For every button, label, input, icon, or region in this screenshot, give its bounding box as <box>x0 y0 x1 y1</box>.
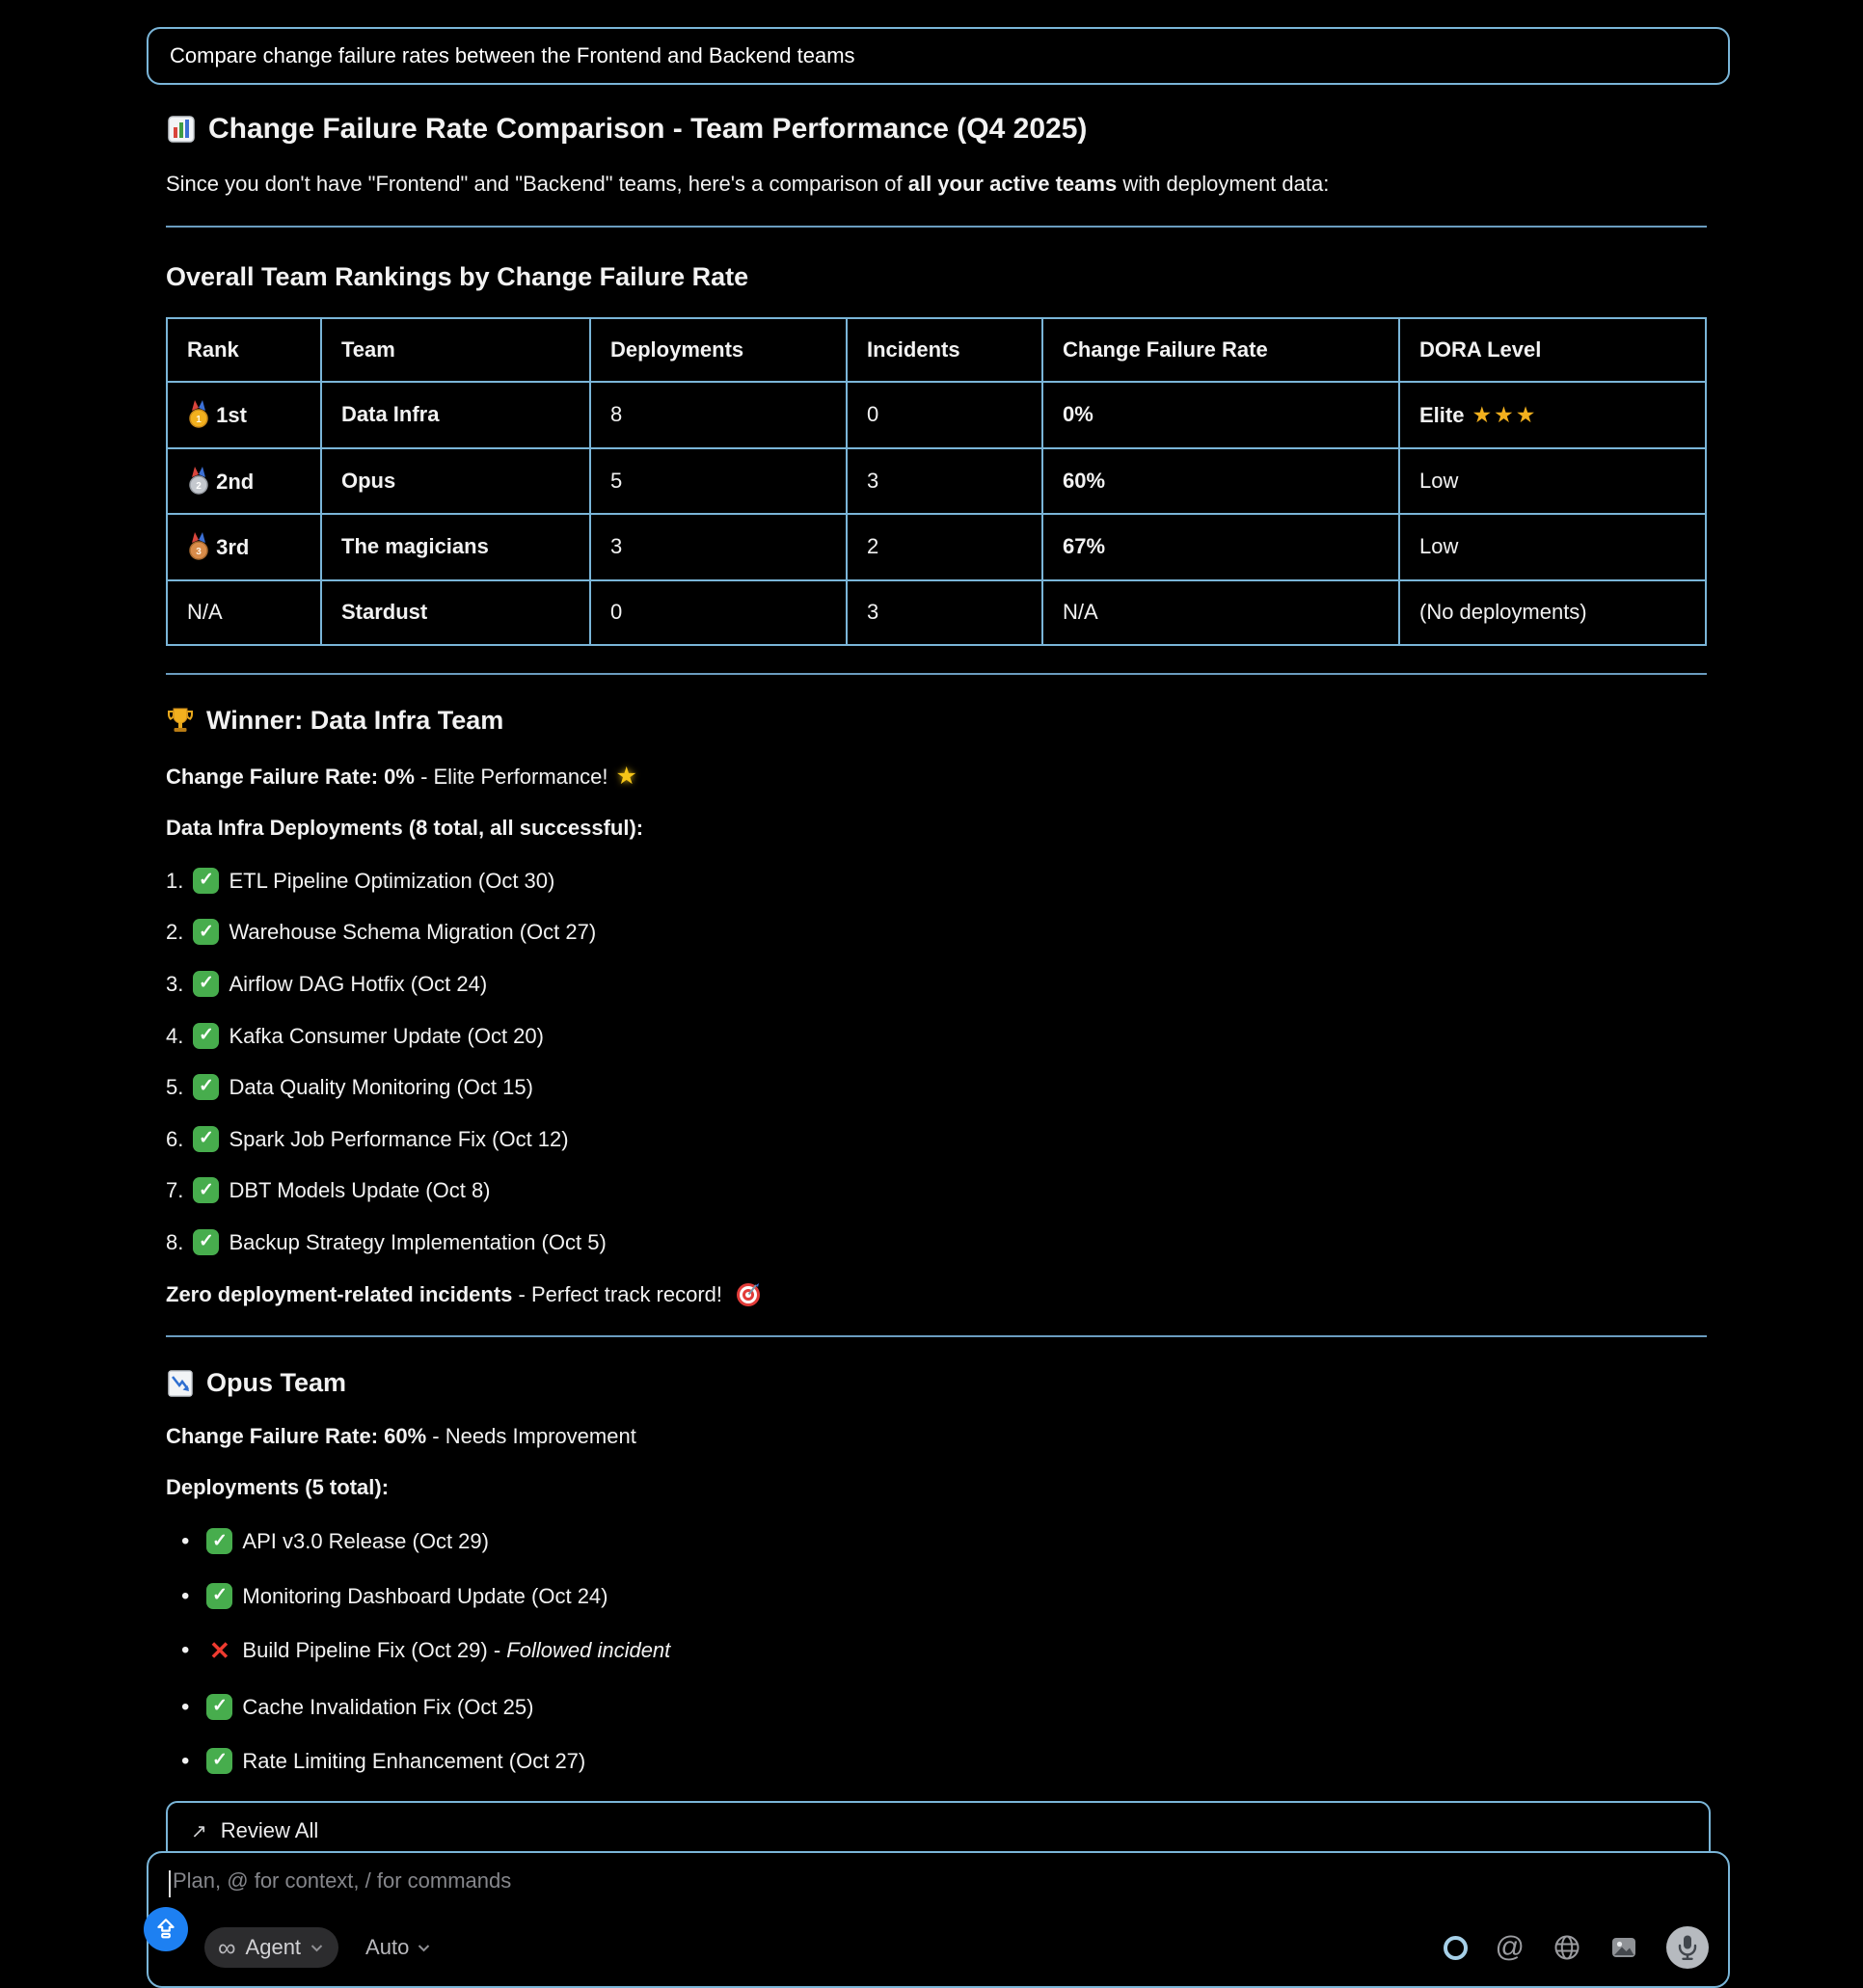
check-mark-icon <box>206 1528 232 1554</box>
incidents-cell: 2 <box>847 514 1042 580</box>
target-icon <box>736 1282 761 1307</box>
dora-cell: Elite ★★★ <box>1399 382 1706 448</box>
incidents-cell: 3 <box>847 448 1042 515</box>
assistant-response <box>166 110 1707 1776</box>
dora-cell: (No deployments) <box>1399 580 1706 645</box>
composer-input[interactable] <box>168 1868 1247 1909</box>
check-mark-icon <box>193 919 219 945</box>
svg-text:3: 3 <box>196 547 202 558</box>
svg-text:1: 1 <box>196 415 202 426</box>
winner-deployment-list <box>166 868 1707 1257</box>
rankings-heading: Overall Team Rankings by Change Failure Rate <box>166 261 749 291</box>
chevron-down-icon <box>310 1944 323 1952</box>
divider <box>166 1335 1707 1337</box>
check-mark-icon <box>193 1126 219 1152</box>
check-mark-icon <box>193 1177 219 1203</box>
deployments-cell: 5 <box>590 448 847 515</box>
rank-label: N/A <box>187 600 223 625</box>
list-item: ✓• Cache Invalidation Fix (Oct 25) <box>166 1692 1707 1722</box>
image-icon[interactable] <box>1609 1933 1638 1962</box>
model-selector[interactable] <box>365 1935 430 1960</box>
infinity-icon <box>218 1935 236 1960</box>
opus-heading: Opus Team <box>166 1366 1707 1400</box>
column-header-rank: Rank <box>167 318 321 383</box>
list-item: ✓• Rate Limiting Enhancement (Oct 27) <box>166 1746 1707 1776</box>
list-item: ✓DBT Models Update (Oct 8) <box>166 1177 1707 1205</box>
winner-footer: Zero deployment-related incidents - Perfect track record! <box>166 1281 1707 1309</box>
table-row <box>167 382 1706 448</box>
deployments-cell: 8 <box>590 382 847 448</box>
list-item: ✓Kafka Consumer Update (Oct 20) <box>166 1023 1707 1051</box>
team-cell: The magicians <box>321 514 590 580</box>
text-caret <box>169 1870 171 1897</box>
list-item: ✓Warehouse Schema Migration (Oct 27) <box>166 919 1707 947</box>
user-query-text: Compare change failure rates between the Frontend and Backend teams <box>170 42 855 67</box>
list-item: ✓Backup Strategy Implementation (Oct 5) <box>166 1229 1707 1257</box>
composer-toolbar <box>168 1926 1709 1969</box>
incidents-cell: 3 <box>847 580 1042 645</box>
divider <box>166 673 1707 675</box>
column-header-team: Team <box>321 318 590 383</box>
user-query-message <box>147 27 1730 85</box>
mode-selector[interactable] <box>204 1927 338 1968</box>
star-icons: ★★★ <box>1472 401 1538 427</box>
rank-label: 3rd <box>216 535 250 560</box>
microphone-icon[interactable] <box>1666 1926 1709 1969</box>
team-cell: Data Infra <box>321 382 590 448</box>
opus-list-heading: Deployments (5 total): <box>166 1474 390 1499</box>
list-item: ✕• Build Pipeline Fix (Oct 29) - Followed incident <box>166 1635 1707 1668</box>
mode-label: Agent <box>245 1935 302 1960</box>
check-mark-icon <box>206 1748 232 1774</box>
opus-cfr-line: Change Failure Rate: 60% - Needs Improvement <box>166 1424 636 1449</box>
divider <box>166 226 1707 228</box>
svg-text:2: 2 <box>196 480 202 492</box>
trophy-icon <box>166 706 195 735</box>
winner-cfr-line: Change Failure Rate: 0% - Elite Performance! ★ <box>166 761 1707 793</box>
review-all-label: Review All <box>220 1818 319 1843</box>
list-item: ✓ETL Pipeline Optimization (Oct 30) <box>166 868 1707 896</box>
list-item: ✓Data Quality Monitoring (Oct 15) <box>166 1074 1707 1102</box>
winner-heading: Winner: Data Infra Team <box>166 704 1707 738</box>
table-row <box>167 580 1706 645</box>
team-cell: Stardust <box>321 580 590 645</box>
at-sign-icon[interactable] <box>1496 1933 1525 1962</box>
deployments-cell: 3 <box>590 514 847 580</box>
cfr-cell: 0% <box>1042 382 1399 448</box>
table-header-row <box>167 318 1706 383</box>
list-item: ✓• API v3.0 Release (Oct 29) <box>166 1526 1707 1556</box>
chat-panel <box>147 27 1730 1988</box>
check-mark-icon <box>193 1074 219 1100</box>
chart-decreasing-icon <box>166 1369 195 1398</box>
rank-label: 2nd <box>216 469 255 494</box>
bar-chart-icon <box>166 114 197 145</box>
rank-label: 1st <box>216 403 247 428</box>
column-header-dora: DORA Level <box>1399 318 1706 383</box>
table-row <box>167 514 1706 580</box>
opus-deployment-list <box>166 1526 1707 1776</box>
third-place-medal-icon <box>187 532 210 560</box>
chevron-down-icon <box>418 1944 430 1952</box>
list-item: ✓• Monitoring Dashboard Update (Oct 24) <box>166 1581 1707 1611</box>
cfr-cell: 60% <box>1042 448 1399 515</box>
deployments-cell: 0 <box>590 580 847 645</box>
glowing-star-icon <box>615 763 636 790</box>
composer <box>147 1851 1730 1988</box>
rankings-table <box>166 317 1707 646</box>
second-place-medal-icon <box>187 467 210 495</box>
dora-cell: Low <box>1399 448 1706 515</box>
intro-text: Since you don't have "Frontend" and "Backend" teams, here's a comparison of all your active teams with deployment data: <box>166 172 1330 196</box>
incidents-cell: 0 <box>847 382 1042 448</box>
table-row <box>167 448 1706 515</box>
usage-ring-icon <box>1444 1936 1468 1960</box>
check-mark-icon <box>206 1694 232 1720</box>
globe-icon[interactable] <box>1552 1933 1581 1962</box>
arrow-up-right-icon <box>191 1819 207 1844</box>
column-header-incidents: Incidents <box>847 318 1042 383</box>
report-title: Change Failure Rate Comparison - Team Performance (Q4 2025) <box>166 110 1707 148</box>
winner-list-heading: Data Infra Deployments (8 total, all successful): <box>166 816 644 841</box>
column-header-deployments: Deployments <box>590 318 847 383</box>
check-mark-icon <box>193 1023 219 1049</box>
composer-actions <box>1444 1926 1709 1969</box>
first-place-medal-icon <box>187 400 210 428</box>
model-label: Auto <box>365 1935 410 1960</box>
check-mark-icon <box>206 1583 232 1609</box>
column-header-cfr: Change Failure Rate <box>1042 318 1399 383</box>
cfr-cell: 67% <box>1042 514 1399 580</box>
check-mark-icon <box>193 1229 219 1255</box>
cross-mark-icon <box>206 1635 232 1668</box>
cfr-cell: N/A <box>1042 580 1399 645</box>
list-item: ✓Airflow DAG Hotfix (Oct 24) <box>166 971 1707 999</box>
team-cell: Opus <box>321 448 590 515</box>
dora-cell: Low <box>1399 514 1706 580</box>
check-mark-icon <box>193 971 219 997</box>
incident-note: Followed incident <box>506 1637 671 1662</box>
list-item: ✓Spark Job Performance Fix (Oct 12) <box>166 1126 1707 1154</box>
check-mark-icon <box>193 868 219 894</box>
